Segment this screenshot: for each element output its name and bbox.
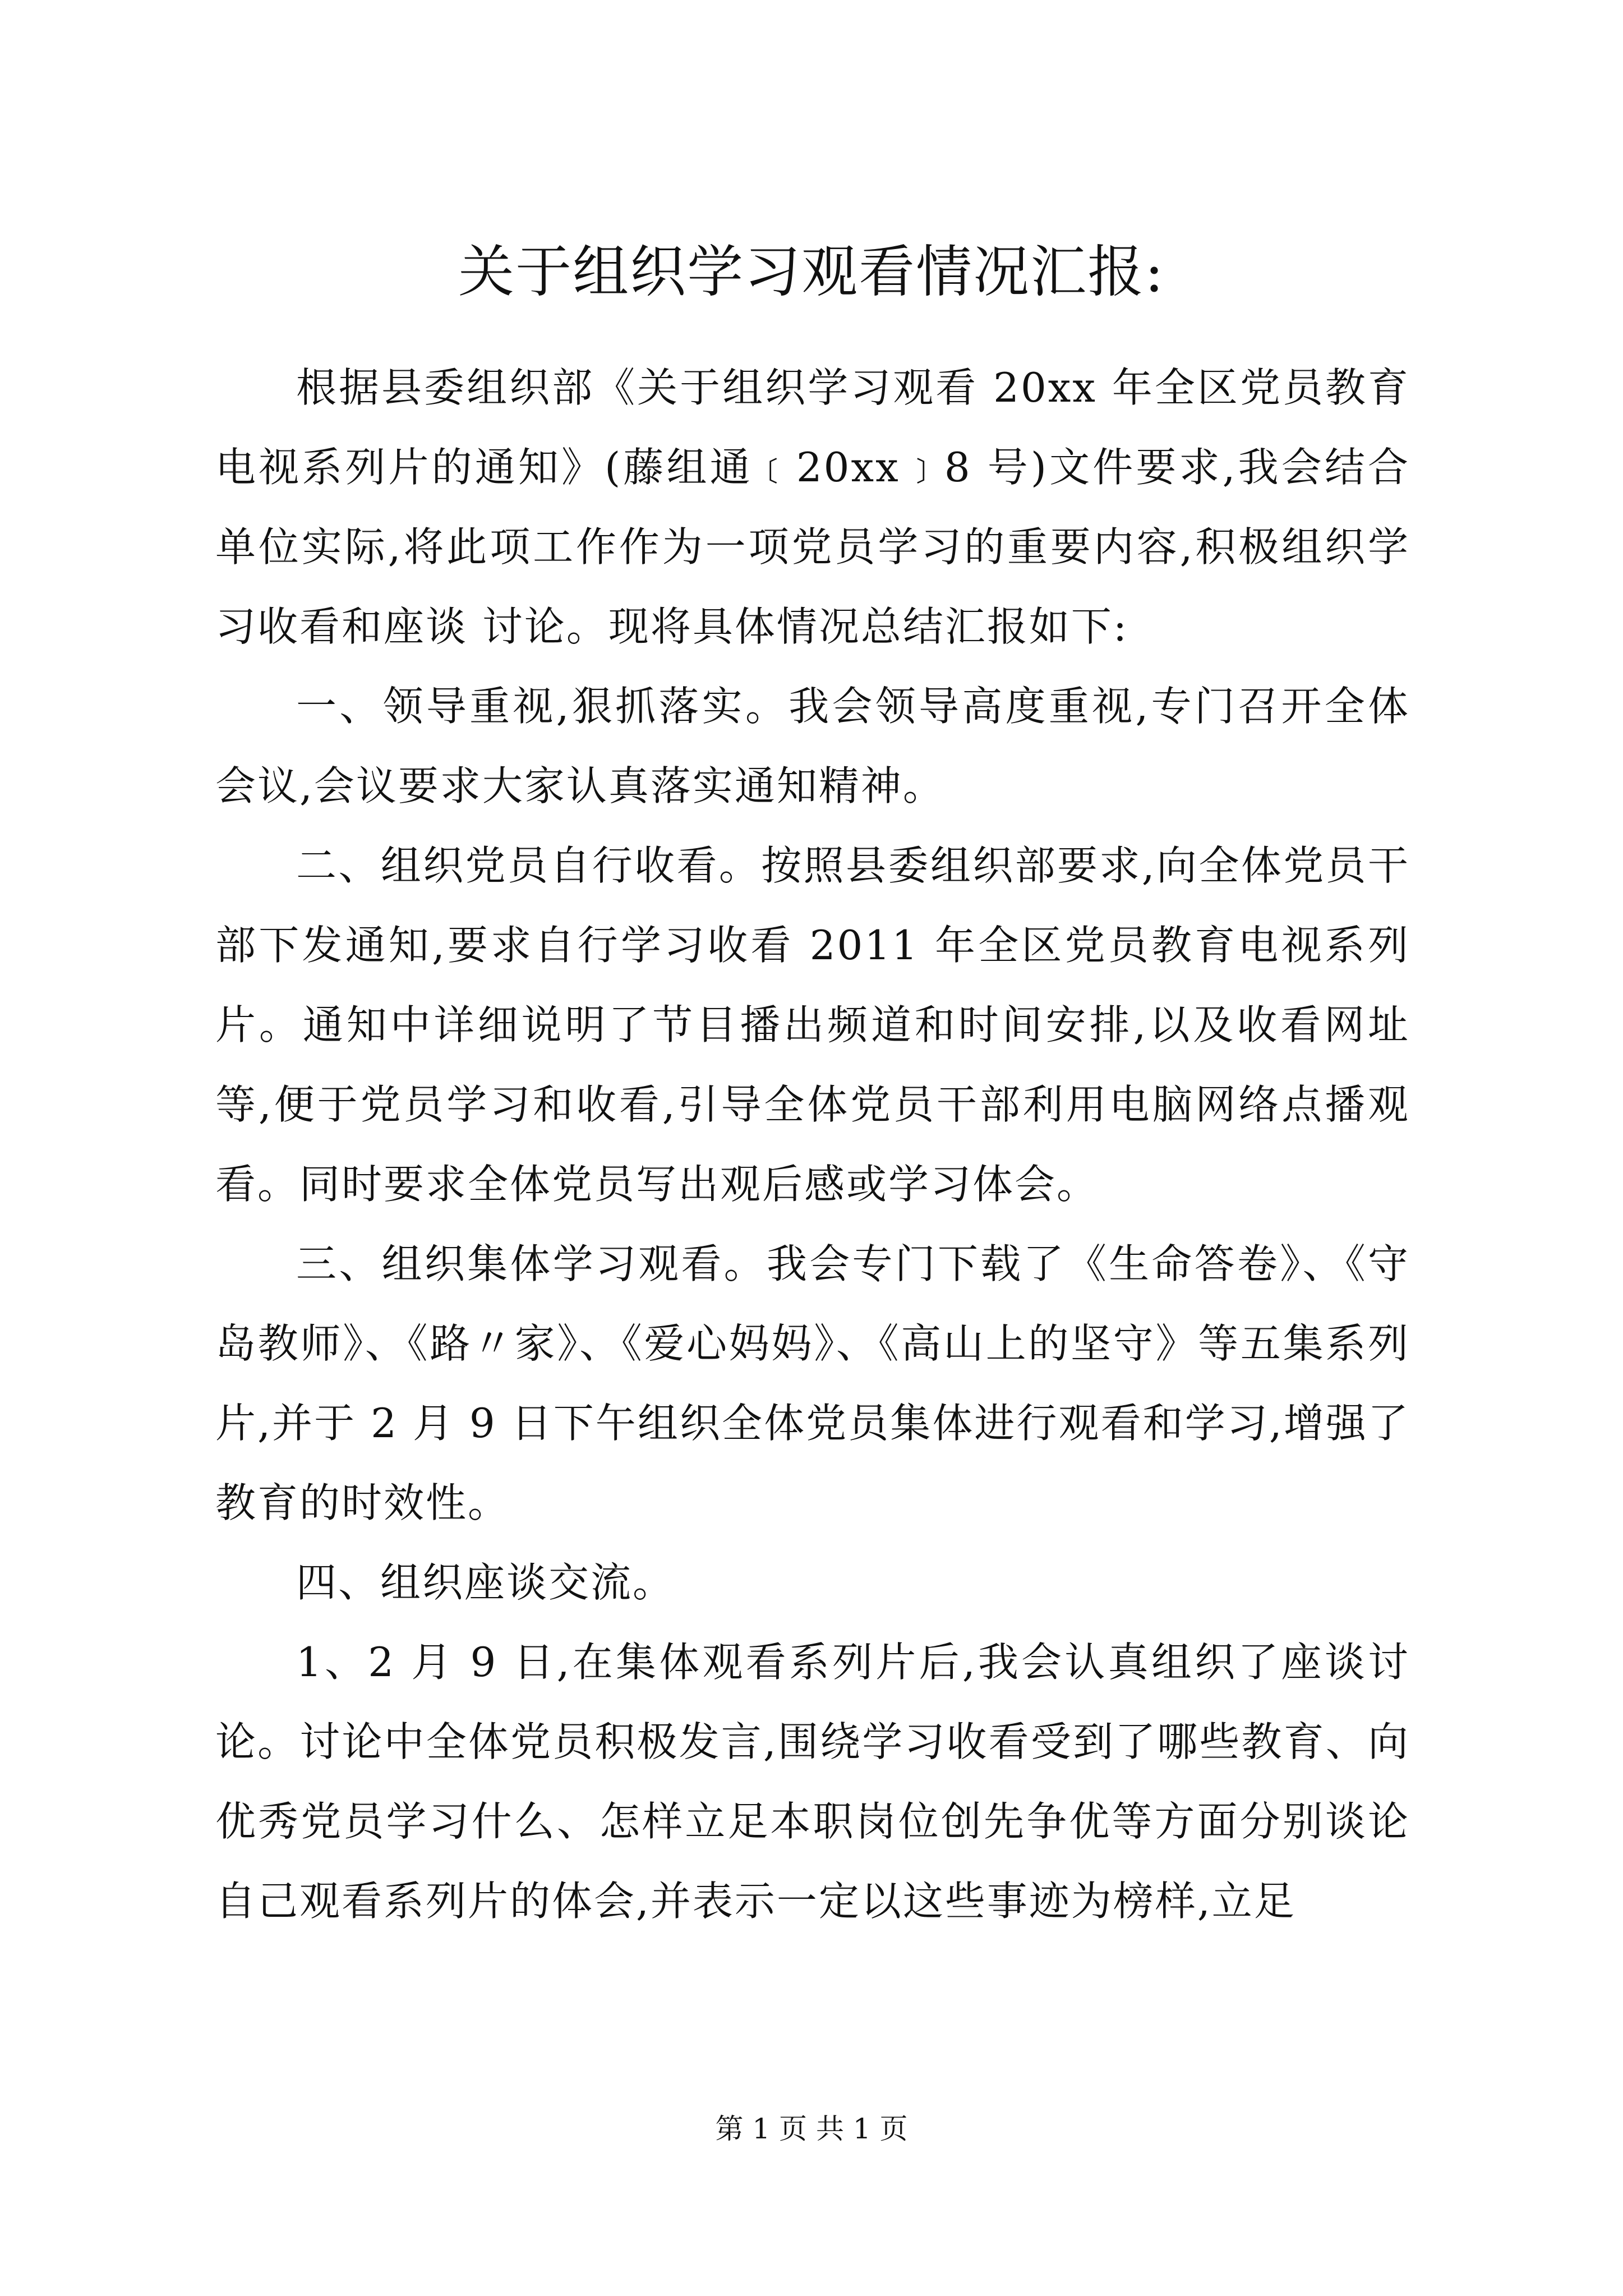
page-number: 第 1 页 共 1 页 [715,2113,908,2145]
paragraph-intro: 根据县委组织部《关于组织学习观看 20xx 年全区党员教育电视系列片的通知》(藤组通﹝20xx﹞8 号)文件要求,我会结合单位实际,将此项工作作为一项党员学习的重要内容,积极组织学习收看和座谈 讨论。现将具体情况总结汇报如下: [215,364,1410,650]
paragraph-section-4-item-1: 1、2 月 9 日,在集体观看系列片后,我会认真组织了座谈讨论。讨论中全体党员积极发言,围绕学习收看受到了哪些教育、向优秀党员学习什么、怎样立足本职岗位创先争优等方面分别谈论自己观看系列片的体会,并表示一定以这些事迹为榜样,立足 [215,1639,1410,1925]
paragraph-section-1: 一、领导重视,狠抓落实。我会领导高度重视,专门召开全体会议,会议要求大家认真落实通知精神。 [215,683,1410,809]
document-body [215,348,1410,1941]
paragraph-section-3: 三、组织集体学习观看。我会专门下载了《生命答卷》、《守岛教师》、《路〃家》、《爱心妈妈》、《高山上的坚守》等五集系列片,并于 2 月 9 日下午组织全体党员集体进行观看和学习,增强了教育的时效性。 [215,1240,1410,1526]
page-footer [0,2109,1623,2148]
document-title: 关于组织学习观看情况汇报: [458,239,1165,305]
paragraph-section-2: 二、组织党员自行收看。按照县委组织部要求,向全体党员干部下发通知,要求自行学习收看 2011 年全区党员教育电视系列片。通知中详细说明了节目播出频道和时间安排,以及收看网址等,便于党员学习和收看,引导全体党员干部利用电脑网络点播观看。同时要求全体党员写出观后感或学习体会。 [215,842,1410,1208]
paragraph-section-4-heading: 四、组织座谈交流。 [296,1559,675,1606]
